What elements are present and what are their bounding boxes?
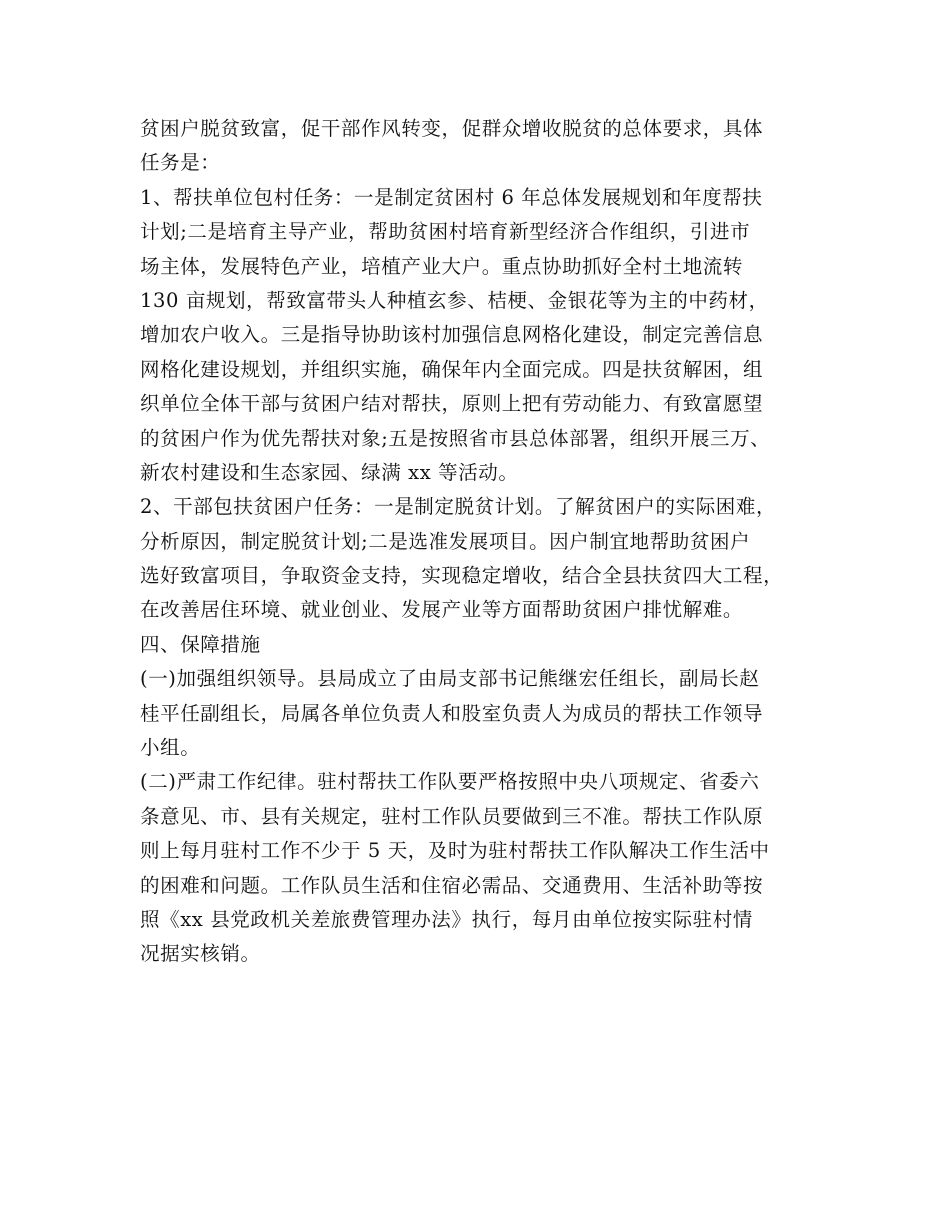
text-line: 条意见、市、县有关规定，驻村工作队员要做到三不准。帮扶工作队原 [140,804,764,828]
text-line: 1、帮扶单位包村任务：一是制定贫困村 6 年总体发展规划和年度帮扶 [140,185,763,209]
text-line: 在改善居住环境、就业创业、发展产业等方面帮助贫困户排忧解难。 [140,598,744,622]
section-heading: 四、保障措施 [140,632,261,656]
text-line: 则上每月驻村工作不少于 5 天，及时为驻村帮扶工作队解决工作生活中 [140,839,770,863]
text-line: 织单位全体干部与贫困户结对帮扶，原则上把有劳动能力、有致富愿望 [140,392,764,416]
text-line: 计划;二是培育主导产业，帮助贫困村培育新型经济合作组织，引进市 [140,220,751,244]
text-line: 网格化建设规划，并组织实施，确保年内全面完成。四是扶贫解困，组 [140,357,764,381]
document-page [140,112,830,972]
text-line: 场主体，发展特色产业，培植产业大户。重点协助抓好全村土地流转 [140,254,744,278]
text-line: 的困难和问题。工作队员生活和住宿必需品、交通费用、生活补助等按 [140,873,764,897]
text-line: 增加农户收入。三是指导协助该村加强信息网格化建设，制定完善信息 [140,323,764,347]
text-line: 选好致富项目，争取资金支持，实现稳定增收，结合全县扶贫四大工程， [140,564,784,588]
text-line: 况据实核销。 [140,942,261,966]
text-line: 桂平任副组长，局属各单位负责人和股室负责人为成员的帮扶工作领导 [140,701,764,725]
text-line: 130 亩规划，帮致富带头人种植玄参、桔梗、金银花等为主的中药材， [140,288,769,312]
text-line: 小组。 [140,736,201,760]
text-line: (一)加强组织领导。县局成立了由局支部书记熊继宏任组长，副局长赵 [140,667,760,691]
text-line: 2、干部包扶贫困户任务：一是制定脱贫计划。了解贫困户的实际困难， [140,495,777,519]
text-line: 贫困户脱贫致富，促干部作风转变，促群众增收脱贫的总体要求，具体 [140,117,764,140]
text-line: (二)严肃工作纪律。驻村帮扶工作队要严格按照中央八项规定、省委六 [140,770,760,794]
text-line: 的贫困户作为优先帮扶对象;五是按照省市县总体部署，组织开展三万、 [140,426,771,450]
text-line: 任务是： [140,151,221,175]
text-line: 照《xx 县党政机关差旅费管理办法》执行，每月由单位按实际驻村情 [140,907,753,931]
text-line: 分析原因，制定脱贫计划;二是选准发展项目。因户制宜地帮助贫困户 [140,529,751,553]
text-line: 新农村建设和生态家园、绿满 xx 等活动。 [140,460,519,484]
